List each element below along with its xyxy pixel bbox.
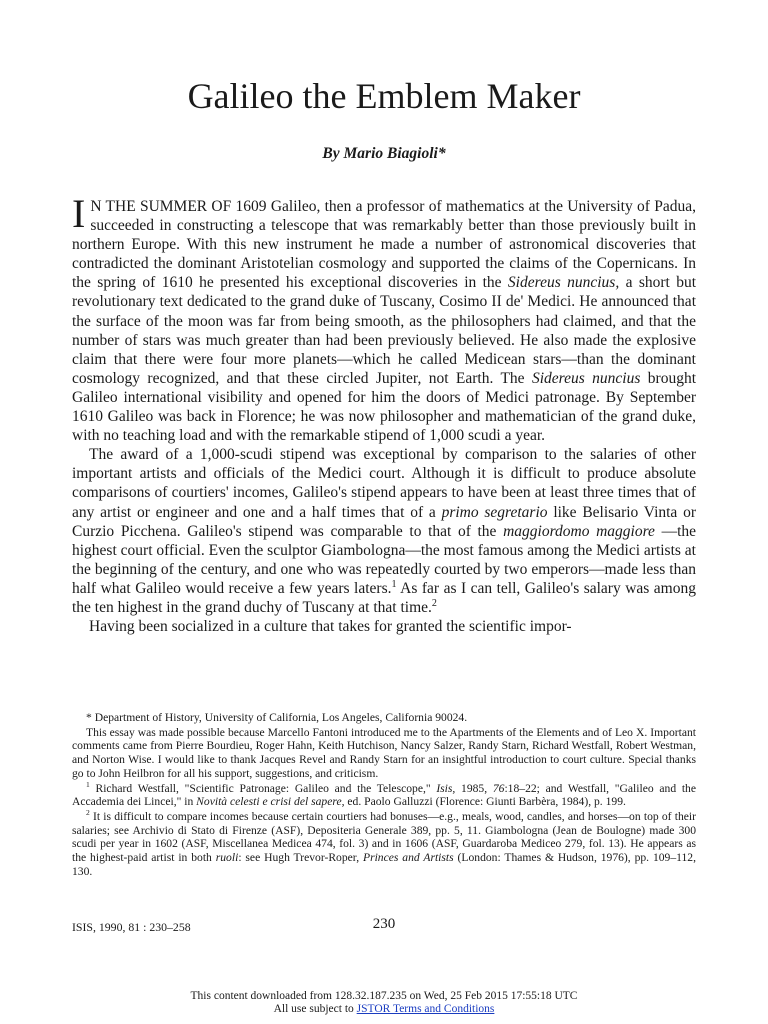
volume-number: 76 — [492, 781, 505, 795]
article-body — [72, 191, 697, 636]
download-notice-line: This content downloaded from 128.32.187.235 on Wed, 25 Feb 2015 17:55:18 UTC — [190, 990, 578, 1002]
jstor-terms-link[interactable]: JSTOR Terms and Conditions — [356, 1003, 495, 1015]
italic-term: primo segretario — [441, 503, 548, 521]
italic-term: ruoli — [215, 851, 239, 865]
book-title: Princes and Artists — [362, 851, 454, 865]
footnote-acknowledgements: This essay was made possible because Marcello Fantoni introduced me to the Apartments of the Elements and of Leo X. Important comments came from Pierre Bourdieu, Roger Hahn, Keith Hutchison, Nancy Salzer, Randy Starn, Richard Westfall, Robert Westman, and Norton Wise. I would like to thank Jacques Revel and Randy Starn for an insightful introduction to court culture. Special thanks go to John Heilbron for all his support, suggestions, and criticism. — [72, 725, 696, 780]
page-number: 230 — [372, 916, 396, 932]
footnote-ref-1[interactable]: 1 — [391, 578, 397, 590]
footnote-ref-2[interactable]: 2 — [431, 597, 437, 609]
footnote-1-text: :18–22; and Westfall, "Galileo and the Accademia dei Lincei," in — [72, 781, 696, 809]
drop-cap: I — [72, 191, 86, 236]
paragraph-2-text: As far as I can tell, Galileo's salary was among the ten highest in the grand duchy of Tuscany at that time. — [72, 579, 696, 616]
paragraph-1-text: brought Galileo international visibility and opened for him the doors of Medici patronage. By September 1610 Galileo was back in Florence; he was now philosopher and mathematician of the grand duke, with no teaching load and with the remarkable stipend of 1,000 scudi a year. — [72, 369, 697, 445]
terms-prefix: All use subject to — [273, 1003, 357, 1015]
footnote-1-number: 1 — [86, 779, 90, 789]
footnote-2-text: : see Hugh Trevor-Roper, — [238, 851, 363, 865]
footnote-1-text: ed. Paolo Galluzzi (Florence: Giunti Barbèra, 1984), p. 199. — [344, 795, 626, 809]
italic-term: maggiordomo maggiore — [503, 522, 655, 540]
paragraph-2-text: The award of a 1,000-scudi stipend was exceptional by comparison to the salaries of other important artists and officials of the Medici court. Although it is difficult to produce absolute comparisons of courtiers' incomes, Galileo's stipend appears to have been at least three times that of any artist or engineer and one and a half times that of a — [72, 446, 696, 521]
paragraph-3: Having been socialized in a culture that takes for granted the scientific impor- — [89, 618, 572, 636]
footnote-1-text: 1985, — [455, 781, 493, 795]
footnote-1-text: Richard Westfall, "Scientific Patronage: Galileo and the Telescope," — [89, 781, 437, 795]
paragraph-2-text: like Belisario Vinta or Curzio Picchena. Galileo's stipend was comparable to that of the — [72, 503, 697, 540]
footnote-affiliation: * Department of History, University of California, Los Angeles, California 90024. — [86, 711, 468, 724]
paragraph-1-text: N THE SUMMER OF 1609 Galileo, then a professor of mathematics at the University of Padua, succeeded in constructing a telescope that was remarkably better than those previously built in northern Europe. With this new instrument he made a number of astronomical discoveries that contradicted the dominant Aristotelian cosmology and supported the claims of the Copernicans. In the spring of 1610 he presented his exceptional discoveries in the — [72, 198, 696, 292]
footnote-1 — [72, 779, 696, 809]
paragraph-1 — [72, 191, 697, 445]
paragraph-1-text: a short but revolutionary text dedicated to the grand duke of Tuscany, Cosimo II de' Medici. He announced that the surface of the moon was far from being smooth, as the philosophers had claimed, and that the number of stars was much greater than had been previously believed. He also made the explosive claim that there were four more planets—which he called Medicean stars—than the dominant cosmology recognized, and that these circled Jupiter, not Earth. The — [72, 274, 696, 387]
paragraph-2-text: —the highest court official. Even the sculptor Giambologna—the most famous among the Medici artists at the beginning of the century, and one who was repeatedly courted by two emperors—made less than half what Galileo would receive a few years laters. — [72, 522, 697, 597]
italic-title: Sidereus nuncius — [531, 369, 641, 387]
paragraph-2 — [72, 445, 696, 617]
book-title: Novità celesti e crisi del sapere, — [196, 795, 345, 809]
footnote-2-number: 2 — [86, 808, 90, 818]
article-title: Galileo the Emblem Maker — [187, 76, 581, 116]
footnote-2-text: (London: Thames & Hudson, 1976), pp. 109–112, 130. — [72, 851, 696, 878]
journal-title: Isis, — [436, 781, 456, 795]
footnotes — [72, 711, 696, 879]
download-notice — [0, 990, 768, 1016]
italic-title: Sidereus nuncius, — [507, 274, 620, 292]
footnote-2 — [72, 810, 696, 879]
journal-reference: ISIS, 1990, 81 : 230–258 — [72, 920, 191, 934]
author-byline: By Mario Biagioli* — [322, 145, 446, 162]
terms-line — [0, 1003, 768, 1016]
footnote-2-text: It is difficult to compare incomes because certain courtiers had bonuses—e.g., meals, wood, candles, and horses—on top of their salaries; see Archivio di Stato di Firenze (ASF), Depositeria Generale 389, pp. 5, 11. Giambologna (Jean de Boulogne) made 300 scudi per year in 1602 (ASF, Miscellanea Medicea 474, fol. 3) and in 1606 (ASF, Guardaroba Mediceo 279, fol. 13). He appears as the highest-paid artist in both — [72, 809, 696, 865]
